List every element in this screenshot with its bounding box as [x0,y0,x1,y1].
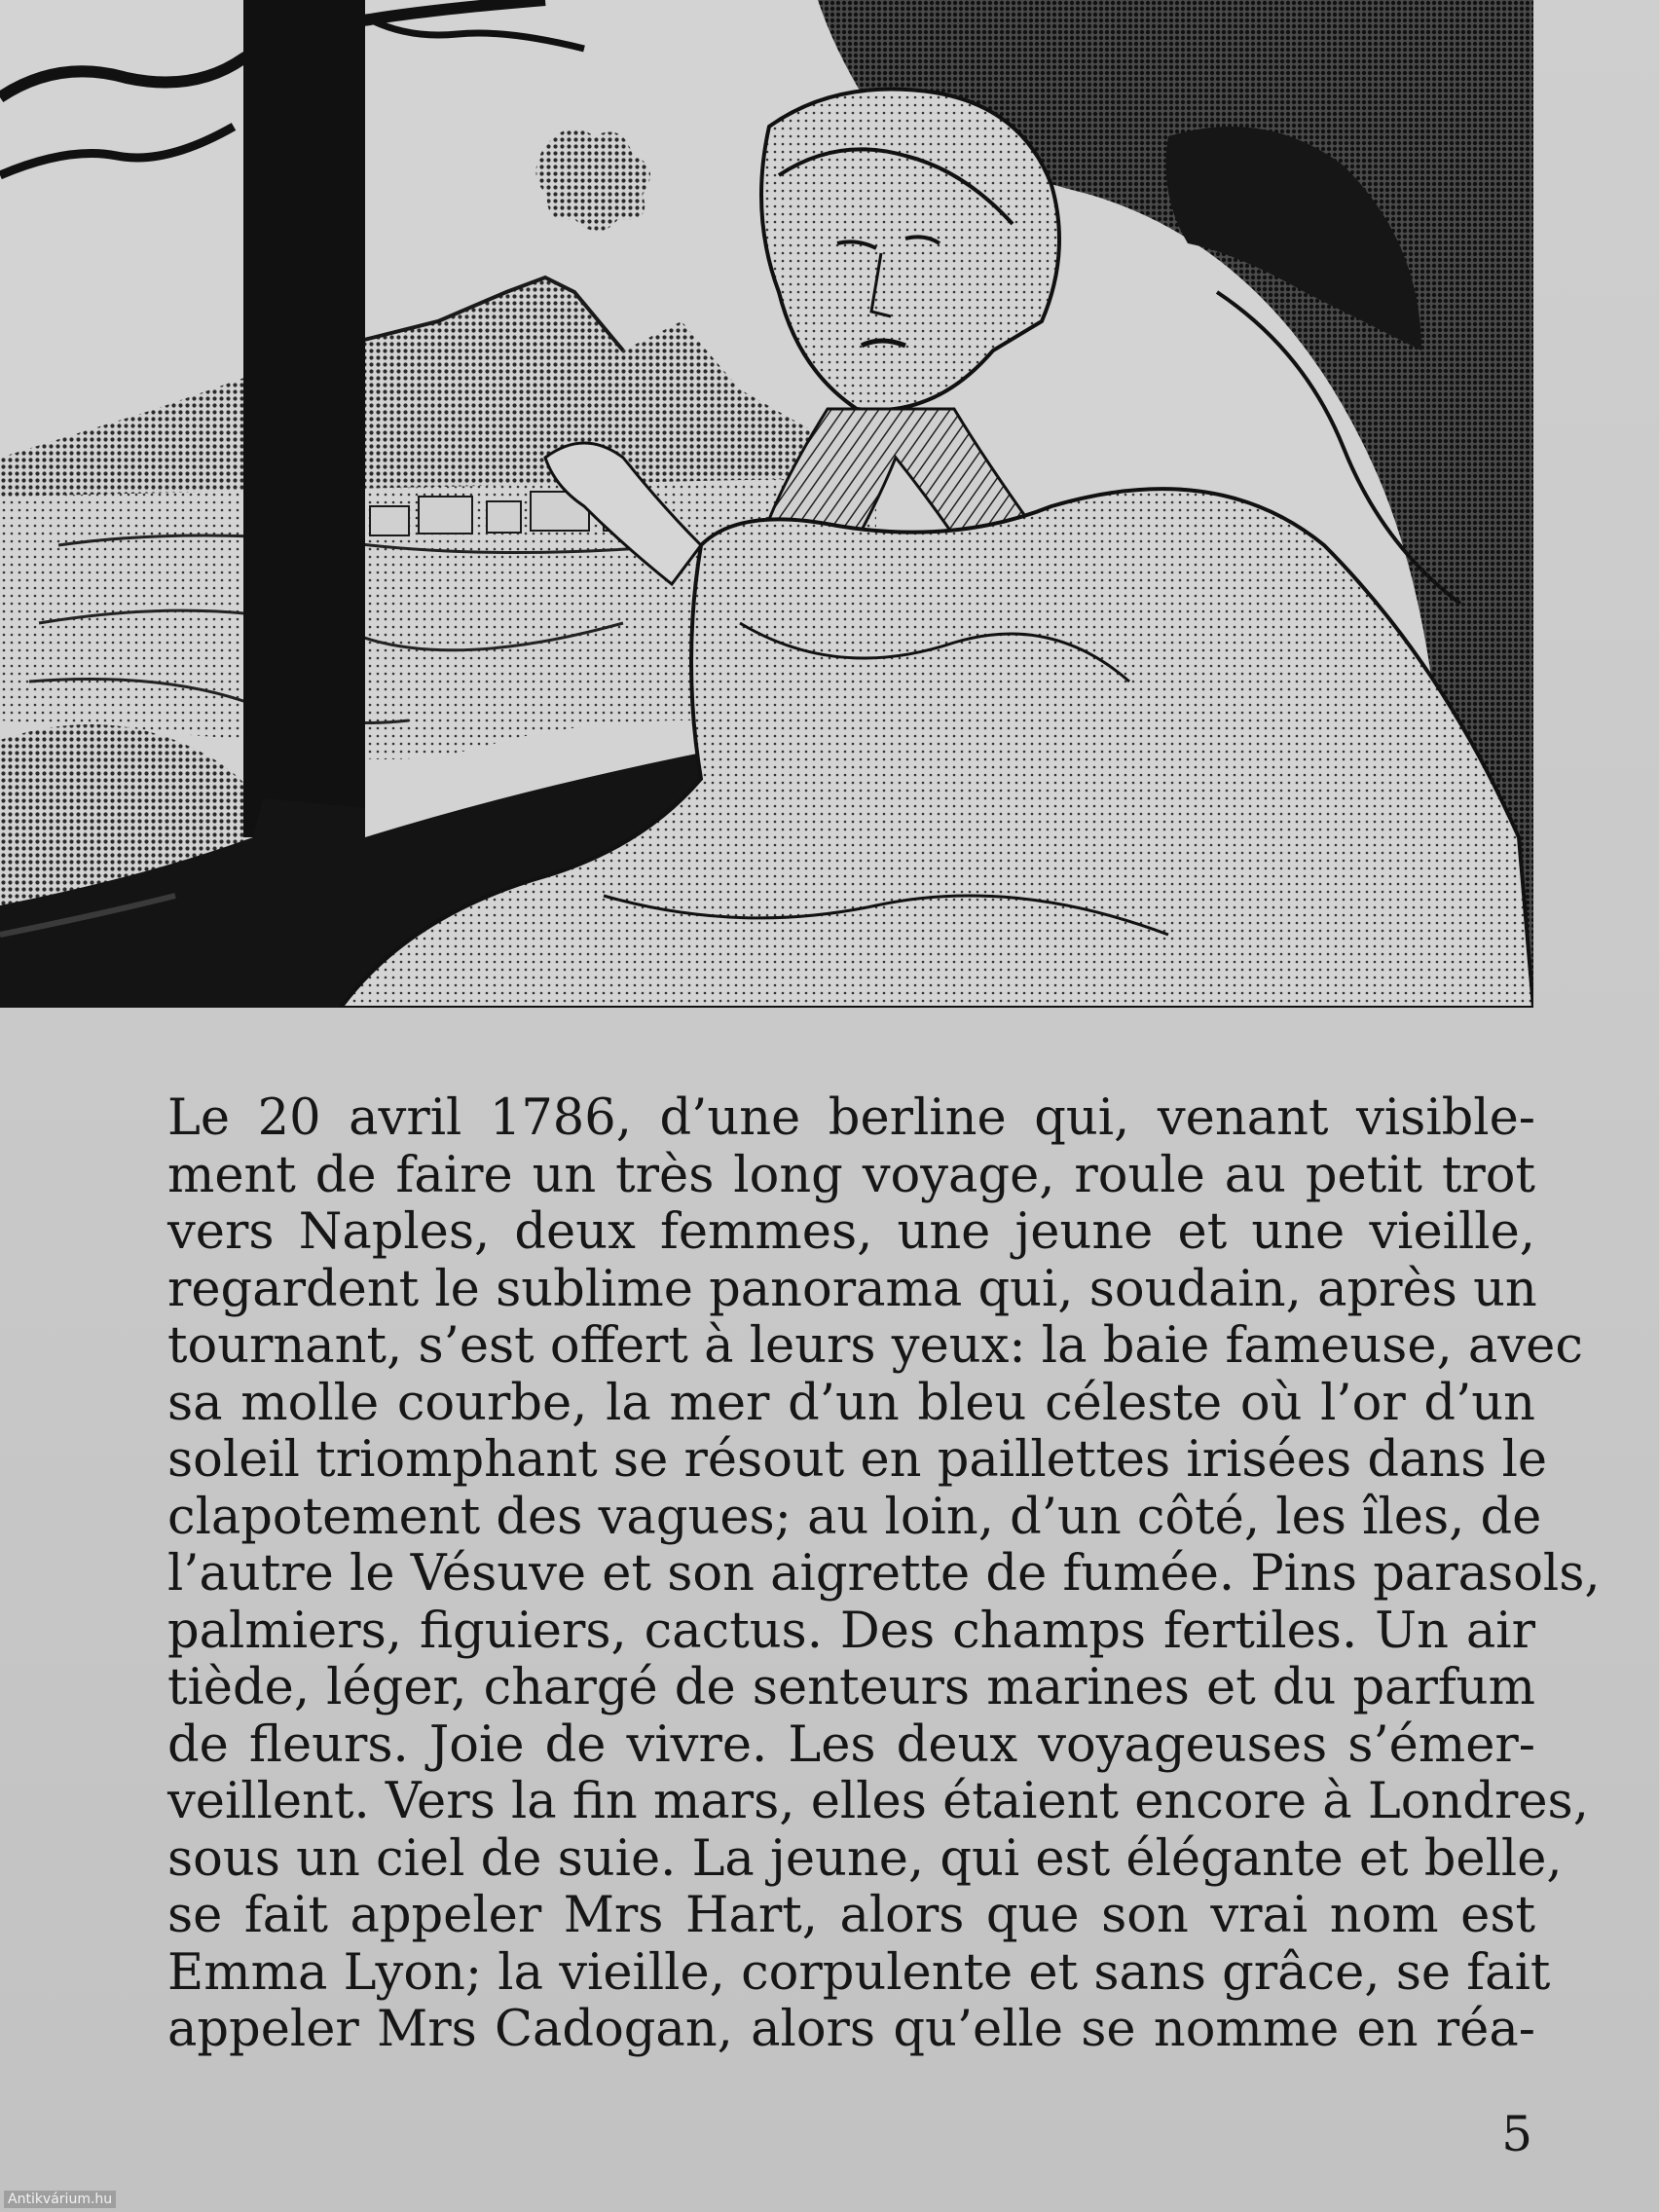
page-number: 5 [1501,2106,1532,2162]
text-line: veillent. Vers la fin mars, elles étaient encore à Londres, [167,1773,1589,1830]
text-line: Emma Lyon; la vieille, corpulente et sans grâce, se fait [167,1943,1551,2002]
text-line: de fleurs. Joie de vivre. Les deux voyageuses s’émer- [167,1715,1535,1774]
illustration-drawing [0,0,1533,1008]
text-line: sa molle courbe, la mer d’un bleu céleste où l’or d’un [167,1374,1535,1432]
text-line: tiède, léger, chargé de senteurs marines et du parfum [167,1659,1535,1716]
text-line: soleil triomphant se résout en paillettes irisées dans le [167,1431,1548,1489]
text-line: sous un ciel de suie. La jeune, qui est élégante et belle, [167,1829,1563,1888]
text-line: ment de faire un très long voyage, roule au petit trot [167,1146,1535,1204]
text-line: Le 20 avril 1786, d’une berline qui, venant visible- [167,1089,1535,1147]
text-line: appeler Mrs Cadogan, alors qu’elle se nomme en réa- [167,2001,1535,2058]
text-line: l’autre le Vésuve et son aigrette de fumée. Pins parasols, [167,1545,1601,1603]
text-line: se fait appeler Mrs Hart, alors que son vrai nom est [167,1887,1535,1944]
text-line: palmiers, figuiers, cactus. Des champs fertiles. Un air [167,1602,1535,1660]
watermark: Antikvárium.hu [4,2191,116,2208]
illustration [0,0,1533,1008]
body-text [167,1089,1601,2059]
text-line: vers Naples, deux femmes, une jeune et une vieille, [167,1203,1535,1261]
text-line: clapotement des vagues; au loin, d’un côté, les îles, de [167,1488,1542,1546]
text-line: regardent le sublime panorama qui, soudain, après un [167,1260,1537,1318]
text-line: tournant, s’est offert à leurs yeux: la baie fameuse, avec [167,1317,1583,1375]
